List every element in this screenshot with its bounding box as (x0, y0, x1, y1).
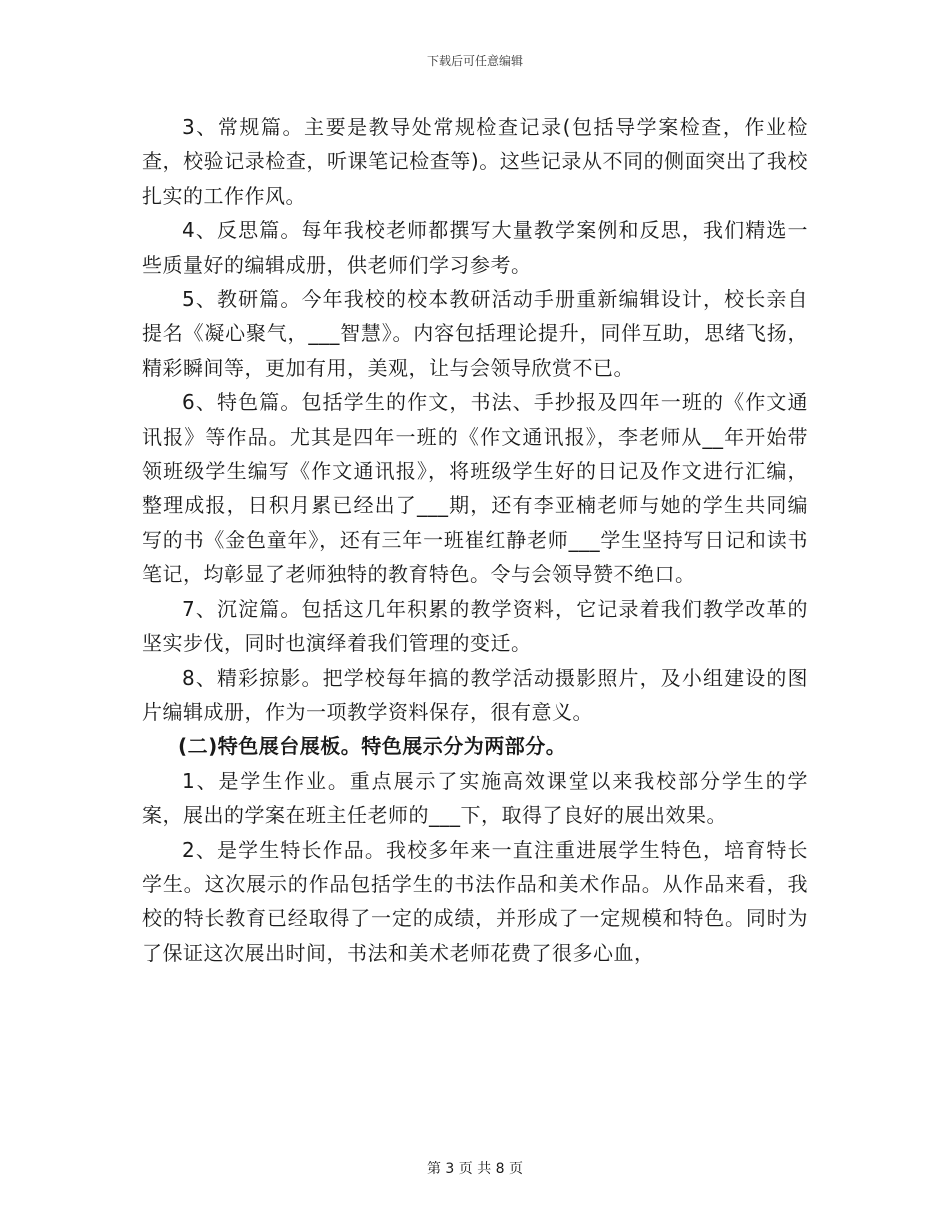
paragraph-routine: 3、常规篇。主要是教导处常规检查记录(包括导学案检查，作业检查，校验记录检查，听课笔记检查等)。这些记录从不同的侧面突出了我校扎实的工作作风。 (142, 115, 808, 208)
paragraph-feature: 6、特色篇。包括学生的作文，书法、手抄报及四年一班的《作文通讯报》等作品。尤其是四年一班的《作文通讯报》，李老师从__年开始带领班级学生编写《作文通讯报》，将班级学生好的日记及作文进行汇编，整理成报，日积月累已经出了___期，还有李亚楠老师与她的学生共同编写的书《金色童年》，还有三年一班崔红静老师___学生坚持写日记和读书笔记，均彰显了老师独特的教育特色。令与会领导赞不绝口。 (142, 390, 808, 587)
paragraph-accumulation: 7、沉淀篇。包括这几年积累的教学资料，它记录着我们教学改革的坚实步伐，同时也演绎着我们管理的变迁。 (142, 596, 808, 656)
page-header: 下载后可任意编辑 (426, 54, 523, 68)
paragraph-student-talent-works: 2、是学生特长作品。我校多年来一直注重进展学生特色，培育特长学生。这次展示的作品包括学生的书法作品和美术作品。从作品来看，我校的特长教育已经取得了一定的成绩，并形成了一定规模和特色。同时为了保证这次展出时间，书法和美术老师花费了很多心血， (142, 837, 808, 965)
paragraph-highlights: 8、精彩掠影。把学校每年搞的教学活动摄影照片，及小组建设的图片编辑成册，作为一项教学资料保存，很有意义。 (142, 665, 808, 724)
paragraph-reflection: 4、反思篇。每年我校老师都撰写大量教学案例和反思，我们精选一些质量好的编辑成册，供老师们学习参考。 (142, 218, 808, 277)
document-body (142, 110, 808, 970)
section-heading-display-boards: (二)特色展台展板。特色展示分为两部分。 (178, 734, 567, 759)
paragraph-student-homework: 1、是学生作业。重点展示了实施高效课堂以来我校部分学生的学案，展出的学案在班主任老师的___下，取得了良好的展出效果。 (142, 768, 808, 828)
paragraph-research: 5、教研篇。今年我校的校本教研活动手册重新编辑设计，校长亲自提名《凝心聚气，___智慧》。内容包括理论提升，同伴互助，思绪飞扬，精彩瞬间等，更加有用，美观，让与会领导欣赏不已。 (142, 287, 808, 380)
page-number: 第 3 页 共 8 页 (426, 1161, 524, 1177)
